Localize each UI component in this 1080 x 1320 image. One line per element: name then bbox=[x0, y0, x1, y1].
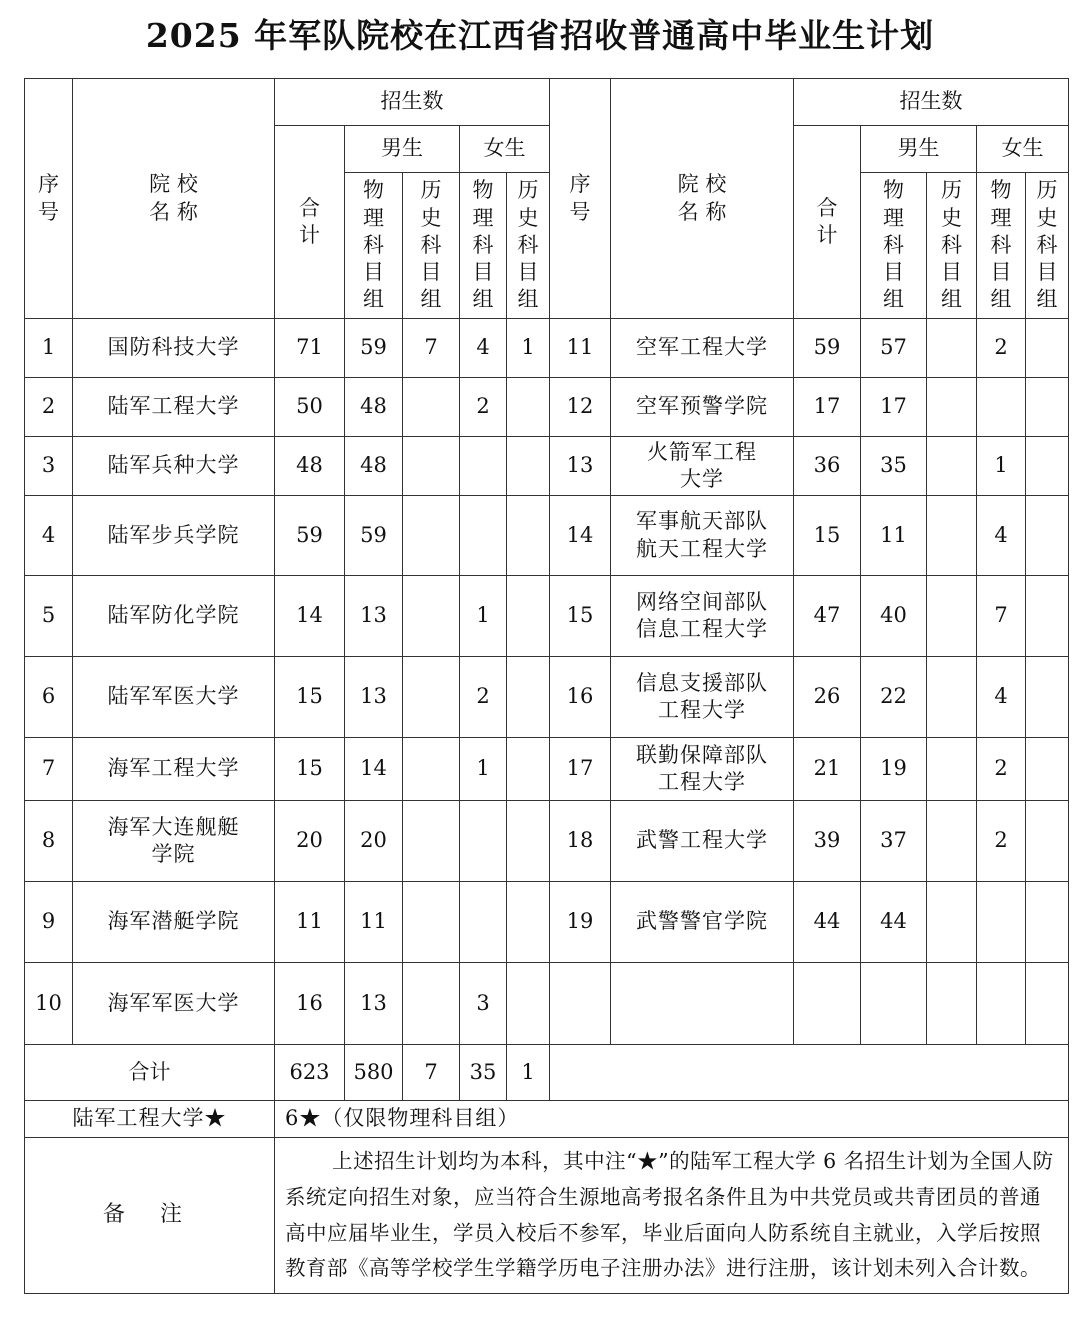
count-cell bbox=[1026, 319, 1069, 378]
male-header-right: 男生 bbox=[861, 126, 977, 173]
table-row bbox=[25, 576, 1069, 657]
count-cell bbox=[927, 437, 977, 496]
school-name: 陆军军医大学 bbox=[73, 657, 275, 738]
table-row bbox=[25, 801, 1069, 882]
count-cell: 59 bbox=[794, 319, 861, 378]
count-cell bbox=[1026, 963, 1069, 1045]
female-physics-header: 物 理 科 目 组 bbox=[460, 173, 507, 319]
row-number: 6 bbox=[25, 657, 73, 738]
school-name: 火箭军工程 大学 bbox=[611, 437, 794, 496]
total-sum: 623 bbox=[275, 1045, 345, 1101]
school-name: 海军军医大学 bbox=[73, 963, 275, 1045]
count-cell: 11 bbox=[345, 882, 403, 963]
count-cell: 44 bbox=[861, 882, 927, 963]
count-cell: 11 bbox=[861, 496, 927, 576]
school-name: 军事航天部队 航天工程大学 bbox=[611, 496, 794, 576]
count-cell bbox=[927, 801, 977, 882]
school-name: 国防科技大学 bbox=[73, 319, 275, 378]
totals-label: 合计 bbox=[25, 1045, 275, 1101]
row-number: 3 bbox=[25, 437, 73, 496]
remark-row bbox=[25, 1138, 1069, 1294]
school-name: 陆军防化学院 bbox=[73, 576, 275, 657]
count-cell: 11 bbox=[275, 882, 345, 963]
count-cell: 22 bbox=[861, 657, 927, 738]
male-physics-sum: 580 bbox=[345, 1045, 403, 1101]
count-cell bbox=[507, 882, 550, 963]
count-cell: 44 bbox=[794, 882, 861, 963]
male-physics-header: 物 理 科 目 组 bbox=[345, 173, 403, 319]
count-cell bbox=[1026, 738, 1069, 801]
count-cell bbox=[927, 496, 977, 576]
row-number: 18 bbox=[550, 801, 611, 882]
count-cell: 20 bbox=[345, 801, 403, 882]
row-number: 19 bbox=[550, 882, 611, 963]
row-number: 11 bbox=[550, 319, 611, 378]
count-cell bbox=[927, 963, 977, 1045]
school-name bbox=[611, 963, 794, 1045]
count-cell bbox=[403, 378, 460, 437]
count-cell: 15 bbox=[275, 738, 345, 801]
count-cell: 1 bbox=[460, 738, 507, 801]
male-history-header: 历 史 科 目 组 bbox=[403, 173, 460, 319]
table-row bbox=[25, 496, 1069, 576]
count-cell bbox=[507, 657, 550, 738]
count-cell: 59 bbox=[275, 496, 345, 576]
count-cell bbox=[460, 437, 507, 496]
count-cell bbox=[1026, 657, 1069, 738]
count-cell bbox=[1026, 496, 1069, 576]
count-cell: 1 bbox=[977, 437, 1026, 496]
count-cell bbox=[927, 882, 977, 963]
row-number: 13 bbox=[550, 437, 611, 496]
count-cell bbox=[403, 657, 460, 738]
count-cell: 2 bbox=[977, 738, 1026, 801]
count-cell: 59 bbox=[345, 496, 403, 576]
count-cell: 48 bbox=[345, 378, 403, 437]
count-cell bbox=[507, 378, 550, 437]
count-cell: 59 bbox=[345, 319, 403, 378]
male-header: 男生 bbox=[345, 126, 460, 173]
count-cell bbox=[507, 576, 550, 657]
count-cell: 2 bbox=[460, 378, 507, 437]
document-title: 2025 年军队院校在江西省招收普通高中毕业生计划 bbox=[145, 16, 935, 55]
count-cell bbox=[1026, 437, 1069, 496]
count-cell bbox=[460, 882, 507, 963]
count-cell: 57 bbox=[861, 319, 927, 378]
row-number: 9 bbox=[25, 882, 73, 963]
count-cell bbox=[460, 496, 507, 576]
row-number: 7 bbox=[25, 738, 73, 801]
enroll-header: 招生数 bbox=[275, 79, 550, 126]
row-number: 14 bbox=[550, 496, 611, 576]
count-cell: 14 bbox=[275, 576, 345, 657]
count-cell bbox=[460, 801, 507, 882]
count-cell bbox=[403, 738, 460, 801]
count-cell bbox=[403, 801, 460, 882]
row-number: 8 bbox=[25, 801, 73, 882]
count-cell bbox=[927, 378, 977, 437]
count-cell bbox=[927, 657, 977, 738]
count-cell: 13 bbox=[345, 576, 403, 657]
count-cell: 21 bbox=[794, 738, 861, 801]
school-name: 海军大连舰艇 学院 bbox=[73, 801, 275, 882]
count-cell: 16 bbox=[275, 963, 345, 1045]
count-cell: 48 bbox=[345, 437, 403, 496]
table-row bbox=[25, 882, 1069, 963]
count-cell: 13 bbox=[345, 963, 403, 1045]
row-number: 15 bbox=[550, 576, 611, 657]
count-cell: 4 bbox=[977, 496, 1026, 576]
female-history-sum: 1 bbox=[507, 1045, 550, 1101]
row-number: 16 bbox=[550, 657, 611, 738]
row-number: 12 bbox=[550, 378, 611, 437]
count-cell: 13 bbox=[345, 657, 403, 738]
count-cell bbox=[1026, 801, 1069, 882]
table-row bbox=[25, 378, 1069, 437]
count-cell bbox=[977, 963, 1026, 1045]
school-name: 空军工程大学 bbox=[611, 319, 794, 378]
totals-blank bbox=[550, 1045, 1069, 1101]
count-cell bbox=[403, 882, 460, 963]
count-cell: 37 bbox=[861, 801, 927, 882]
count-cell: 50 bbox=[275, 378, 345, 437]
count-cell bbox=[927, 738, 977, 801]
count-cell bbox=[927, 576, 977, 657]
count-cell: 17 bbox=[794, 378, 861, 437]
count-cell bbox=[507, 801, 550, 882]
total-header: 合 计 bbox=[275, 126, 345, 319]
count-cell bbox=[403, 576, 460, 657]
count-cell: 17 bbox=[861, 378, 927, 437]
row-number: 10 bbox=[25, 963, 73, 1045]
count-cell bbox=[861, 963, 927, 1045]
count-cell: 35 bbox=[861, 437, 927, 496]
special-label: 陆军工程大学★ bbox=[25, 1101, 275, 1138]
count-cell: 19 bbox=[861, 738, 927, 801]
table-row bbox=[25, 319, 1069, 378]
count-cell: 20 bbox=[275, 801, 345, 882]
count-cell bbox=[1026, 576, 1069, 657]
row-number: 5 bbox=[25, 576, 73, 657]
school-name: 武警工程大学 bbox=[611, 801, 794, 882]
count-cell: 15 bbox=[794, 496, 861, 576]
female-header: 女生 bbox=[460, 126, 550, 173]
count-cell bbox=[403, 963, 460, 1045]
male-physics-header-right: 物 理 科 目 组 bbox=[861, 173, 927, 319]
count-cell bbox=[794, 963, 861, 1045]
enroll-header-right: 招生数 bbox=[794, 79, 1069, 126]
remark-text: 上述招生计划均为本科，其中注“★”的陆军工程大学 6 名招生计划为全国人防系统定向招生对象，应当符合生源地高考报名条件且为中共党员或共青团员的普通高中应届毕业生，学员入校后不参军，毕业后面向人防系统自主就业，入学后按照教育部《高等学校学生学籍学历电子注册办法》进行注册，该计划未列入合计数。 bbox=[275, 1138, 1069, 1294]
school-name: 武警警官学院 bbox=[611, 882, 794, 963]
count-cell: 26 bbox=[794, 657, 861, 738]
count-cell: 39 bbox=[794, 801, 861, 882]
count-cell: 3 bbox=[460, 963, 507, 1045]
count-cell: 14 bbox=[345, 738, 403, 801]
male-history-header-right: 历 史 科 目 组 bbox=[927, 173, 977, 319]
school-name: 网络空间部队 信息工程大学 bbox=[611, 576, 794, 657]
table-row bbox=[25, 657, 1069, 738]
row-number: 4 bbox=[25, 496, 73, 576]
count-cell: 7 bbox=[977, 576, 1026, 657]
school-name: 海军工程大学 bbox=[73, 738, 275, 801]
table-row bbox=[25, 437, 1069, 496]
row-number: 2 bbox=[25, 378, 73, 437]
special-value: 6★（仅限物理科目组） bbox=[275, 1101, 1069, 1138]
count-cell bbox=[507, 963, 550, 1045]
count-cell: 1 bbox=[460, 576, 507, 657]
school-name: 陆军兵种大学 bbox=[73, 437, 275, 496]
table-row bbox=[25, 963, 1069, 1045]
school-name: 联勤保障部队 工程大学 bbox=[611, 738, 794, 801]
count-cell: 15 bbox=[275, 657, 345, 738]
row-number bbox=[550, 963, 611, 1045]
count-cell: 36 bbox=[794, 437, 861, 496]
school-name: 信息支援部队 工程大学 bbox=[611, 657, 794, 738]
count-cell: 71 bbox=[275, 319, 345, 378]
female-physics-sum: 35 bbox=[460, 1045, 507, 1101]
enrollment-table bbox=[24, 78, 1069, 1294]
count-cell: 40 bbox=[861, 576, 927, 657]
count-cell bbox=[977, 882, 1026, 963]
school-name: 海军潜艇学院 bbox=[73, 882, 275, 963]
count-cell bbox=[977, 378, 1026, 437]
count-cell bbox=[927, 319, 977, 378]
row-number: 1 bbox=[25, 319, 73, 378]
remark-label: 备 注 bbox=[25, 1138, 275, 1294]
count-cell: 4 bbox=[977, 657, 1026, 738]
count-cell: 2 bbox=[977, 801, 1026, 882]
count-cell: 7 bbox=[403, 319, 460, 378]
name-header: 院 校 名 称 bbox=[73, 79, 275, 319]
count-cell bbox=[1026, 378, 1069, 437]
count-cell bbox=[507, 738, 550, 801]
school-name: 陆军工程大学 bbox=[73, 378, 275, 437]
count-cell bbox=[1026, 882, 1069, 963]
male-history-sum: 7 bbox=[403, 1045, 460, 1101]
special-row bbox=[25, 1101, 1069, 1138]
totals-row bbox=[25, 1045, 1069, 1101]
female-history-header: 历 史 科 目 组 bbox=[507, 173, 550, 319]
school-name: 陆军步兵学院 bbox=[73, 496, 275, 576]
count-cell: 4 bbox=[460, 319, 507, 378]
total-header-right: 合 计 bbox=[794, 126, 861, 319]
count-cell bbox=[507, 496, 550, 576]
count-cell bbox=[403, 496, 460, 576]
count-cell: 1 bbox=[507, 319, 550, 378]
table-row bbox=[25, 738, 1069, 801]
seq-header-right: 序 号 bbox=[550, 79, 611, 319]
seq-header: 序 号 bbox=[25, 79, 73, 319]
school-name: 空军预警学院 bbox=[611, 378, 794, 437]
count-cell bbox=[507, 437, 550, 496]
count-cell: 48 bbox=[275, 437, 345, 496]
count-cell: 47 bbox=[794, 576, 861, 657]
female-history-header-right: 历 史 科 目 组 bbox=[1026, 173, 1069, 319]
count-cell: 2 bbox=[460, 657, 507, 738]
row-number: 17 bbox=[550, 738, 611, 801]
female-physics-header-right: 物 理 科 目 组 bbox=[977, 173, 1026, 319]
count-cell bbox=[403, 437, 460, 496]
female-header-right: 女生 bbox=[977, 126, 1069, 173]
name-header-right: 院 校 名 称 bbox=[611, 79, 794, 319]
count-cell: 2 bbox=[977, 319, 1026, 378]
